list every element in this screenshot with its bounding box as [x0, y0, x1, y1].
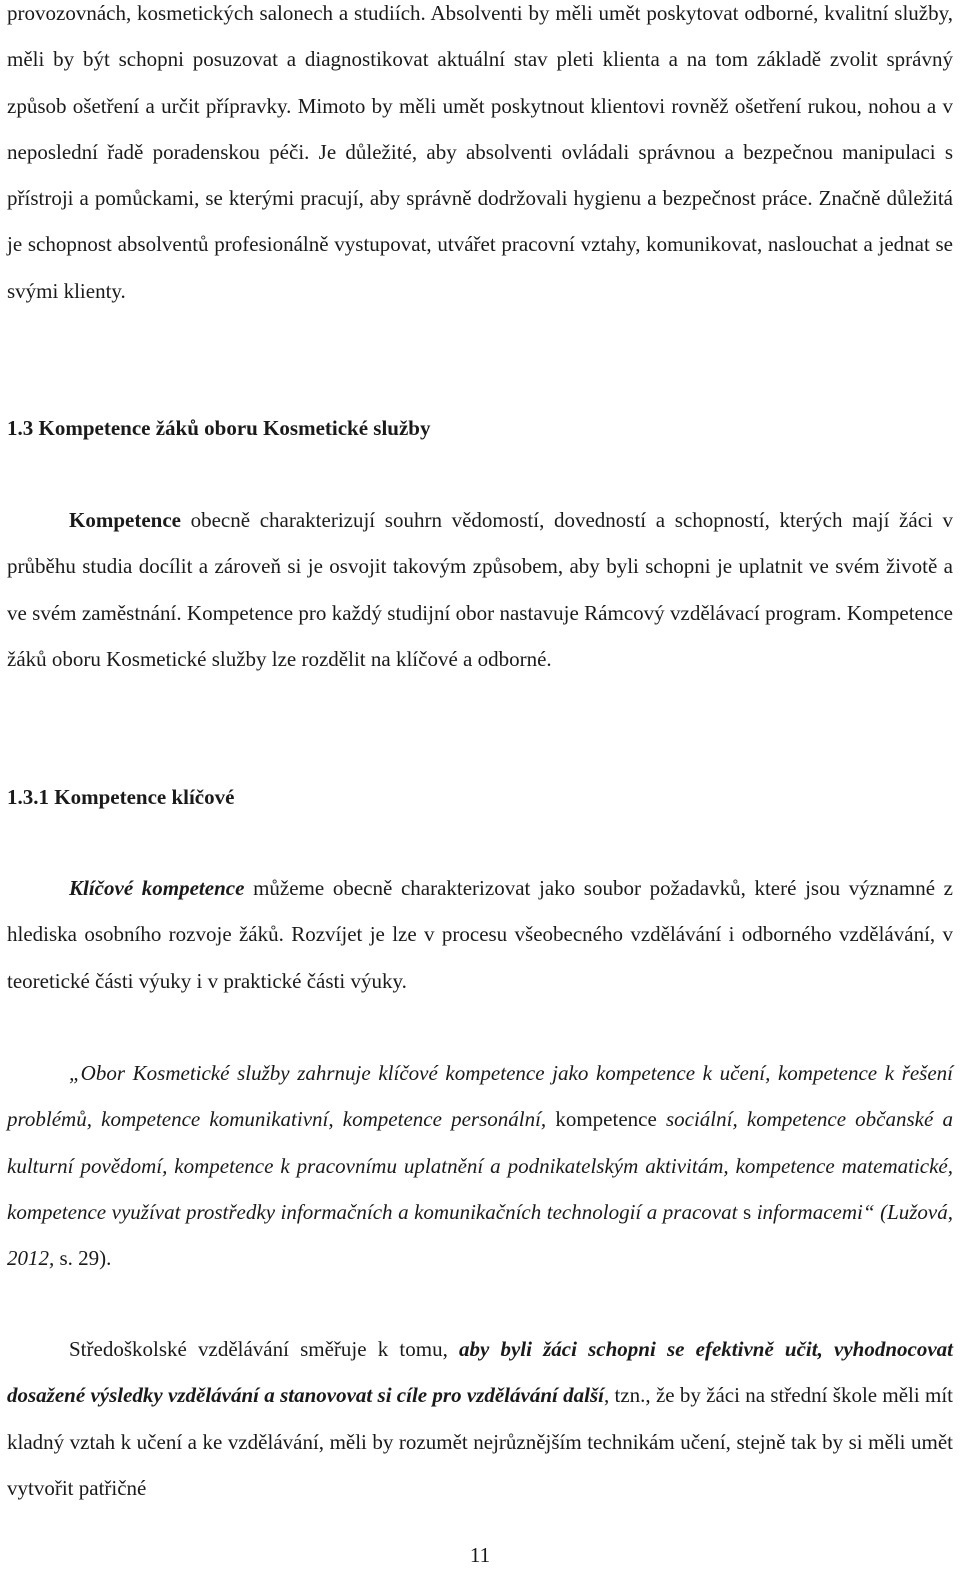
document-page: [7, 0, 953, 1580]
paragraph-klicove-kompetence: [7, 865, 953, 1004]
quote-part-3: informacemi“ (Lužová, 2012,: [7, 1199, 953, 1271]
term-klicove-kompetence: Klíčové kompetence: [69, 876, 245, 900]
paragraph-stredoskolske: [7, 1326, 953, 1511]
paragraph-kompetence: [7, 497, 953, 682]
paragraph-quote: [7, 1050, 953, 1281]
term-kompetence: Kompetence: [69, 508, 181, 532]
quote-part-2: sociální, kompetence občanské a kulturní povědomí, kompetence k pracovnímu uplatnění a podnikatelským aktivitám, kompetence matematické, kompetence využívat prostředky informačních a komunikačních technologií a pracovat: [7, 1107, 953, 1224]
paragraph-klicove-text: můžeme obecně charakterizovat jako soubor požadavků, které jsou významné z hlediska osobního rozvoje žáků. Rozvíjet je lze v procesu všeobecného vzdělávání i odborného vzdělávání, v teoretické části výuky i v praktické části výuky.: [7, 876, 953, 993]
emphasis-efektivne-ucit: aby byli žáci schopni se efektivně učit, vyhodnocovat dosažené výsledky vzdělávání a stanovovat si cíle pro vzdělávání další: [7, 1337, 953, 1408]
page-number: 11: [469, 1543, 491, 1567]
quote-part-1: „Obor Kosmetické služby zahrnuje klíčové kompetence jako kompetence k učení, kompetence k řešení problémů, kompetence komunikativní, kompetence personální,: [7, 1061, 953, 1132]
heading-1-3-1: 1.3.1 Kompetence klíčové: [7, 785, 235, 809]
quote-plain-2: s: [737, 1199, 757, 1224]
paragraph-kompetence-text: obecně charakterizují souhrn vědomostí, dovedností a schopností, kterých mají žáci v průběhu studia docílit a zároveň si je osvojit takovým způsobem, aby byli schopni je uplatnit ve svém životě a ve svém zaměstnání. Kompetence pro každý studijní obor nastavuje Rámcový vzdělávací program. Kompetence žáků oboru Kosmetické služby lze rozdělit na klíčové a odborné.: [7, 508, 953, 671]
paragraph-stredoskolske-end: , tzn., že by žáci na střední škole měli mít kladný vztah k učení a ke vzdělávání, měli by rozumět nejrůznějším technikám učení, stejně tak by si měli umět vytvořit patřičné: [7, 1383, 953, 1500]
heading-1-3: 1.3 Kompetence žáků oboru Kosmetické služby: [7, 416, 431, 440]
paragraph-stredoskolske-start: Středoškolské vzdělávání směřuje k tomu,: [69, 1337, 459, 1361]
quote-plain-1: kompetence: [546, 1107, 666, 1132]
paragraph-absolventi: provozovnách, kosmetických salonech a studiích. Absolventi by měli umět poskytovat odborné, kvalitní služby, měli by být schopni posuzovat a diagnostikovat aktuální stav pleti klienta a na tom základě zvolit správný způsob ošetření a určit přípravky. Mimoto by měli umět poskytnout klientovi rovněž ošetření rukou, nohou a v neposlední řadě poradenskou péči. Je důležité, aby absolventi ovládali správnou a bezpečnou manipulaci s přístroji a pomůckami, se kterými pracují, aby správně dodržovali hygienu a bezpečnost práce. Značně důležitá je schopnost absolventů profesionálně vystupovat, utvářet pracovní vztahy, komunikovat, naslouchat a jednat se svými klienty.: [7, 1, 953, 303]
quote-citation: s. 29).: [54, 1246, 112, 1271]
